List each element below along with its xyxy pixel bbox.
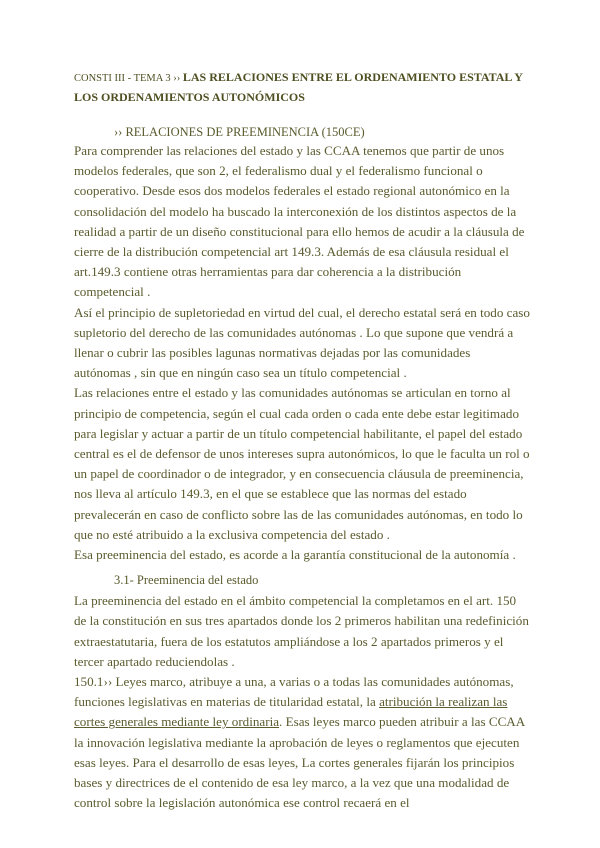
section-heading-preeminencia: ›› RELACIONES DE PREEMINENCIA (150CE) (114, 125, 365, 139)
title-prefix: CONSTI III - TEMA 3 ›› (74, 73, 183, 84)
paragraph-4: Esa preeminencia del estado, es acorde a la garantía constitucional de la autonomía . (74, 547, 516, 563)
paragraph-1: Para comprender las relaciones del estado y las CCAA tenemos que partir de unos modelos federales, que son 2, el federalismo dual y el federalismo funcional o cooperativo. Desde esos dos modelos federales el estado regional autonómico en la consolidación del modelo ha buscado la interconexión de los distintos aspectos de la realidad a partir de un diseño constitucional para ello hemos de acudir a la cláusula de cierre de la distribución competencial art 149.3. Además de esa cláusula residual el art.149.3 contiene otras herramientas para dar coherencia a la distribución competencial . (74, 143, 525, 300)
paragraph-3: Las relaciones entre el estado y las comunidades autónomas se articulan en torno al principio de competencia, según el cual cada orden o cada ente debe estar legitimado para legislar y actuar a partir de un título competencial habilitante, el papel del estado central es el de defensor de unos intereses supra autonómicos, lo que le faculta un rol o un papel de coordinador o de integrador, y en consecuencia cláusula de preeminencia, nos lleva al artículo 149.3, en el que se establece que las normas del estado prevalecerán en caso de conflicto sobre las de las comunidades autónomas, en todo lo que no esté atribuido a la exclusiva competencia del estado . (74, 385, 530, 542)
paragraph-6-end: . Esas leyes marco pueden atribuir a las CCAA la innovación legislativa mediante la aprobación de leyes o reglamentos que ejecuten esas leyes. Para el desarrollo de esas leyes, La cortes generales fijarán los principios bases y directrices de el contenido de esa ley marco, a la vez que una modalidad de control sobre la legislación autonómica ese control recaerá en el (74, 714, 525, 811)
subsection-heading: 3.1- Preeminencia del estado (114, 573, 259, 588)
title-main: LAS RELACIONES ENTRE EL ORDENAMIENTO ESTATAL Y LOS ORDENAMIENTOS AUTONÓMICOS (74, 70, 523, 104)
paragraph-2: Así el principio de supletoriedad en virtud del cual, el derecho estatal será en todo caso supletorio del derecho de las comunidades autónomas . Lo que supone que vendrá a llenar o cubrir las posibles lagunas normativas dejadas por las comunidades autónomas , sin que en ningún caso sea un título competencial . (74, 304, 530, 381)
paragraph-6 (74, 672, 530, 813)
paragraph-5: La preeminencia del estado en el ámbito competencial la completamos en el art. 150 de la constitución en sus tres apartados donde los 2 primeros habilitan una redefinición extraestatutaria, fuera de los estatutos ampliándose a los 2 apartados primeros y el tercer apartado reduciendolas . (74, 593, 529, 669)
underlined-text: atribución la realizan las cortes generales mediante ley ordinaria (74, 694, 508, 730)
document-title (74, 68, 530, 107)
paragraph-6-start: 150.1›› Leyes marco, atribuye a una, a varias o a todas las comunidades autónomas, funciones legislativas en materias de titularidad estatal, la (74, 674, 514, 710)
